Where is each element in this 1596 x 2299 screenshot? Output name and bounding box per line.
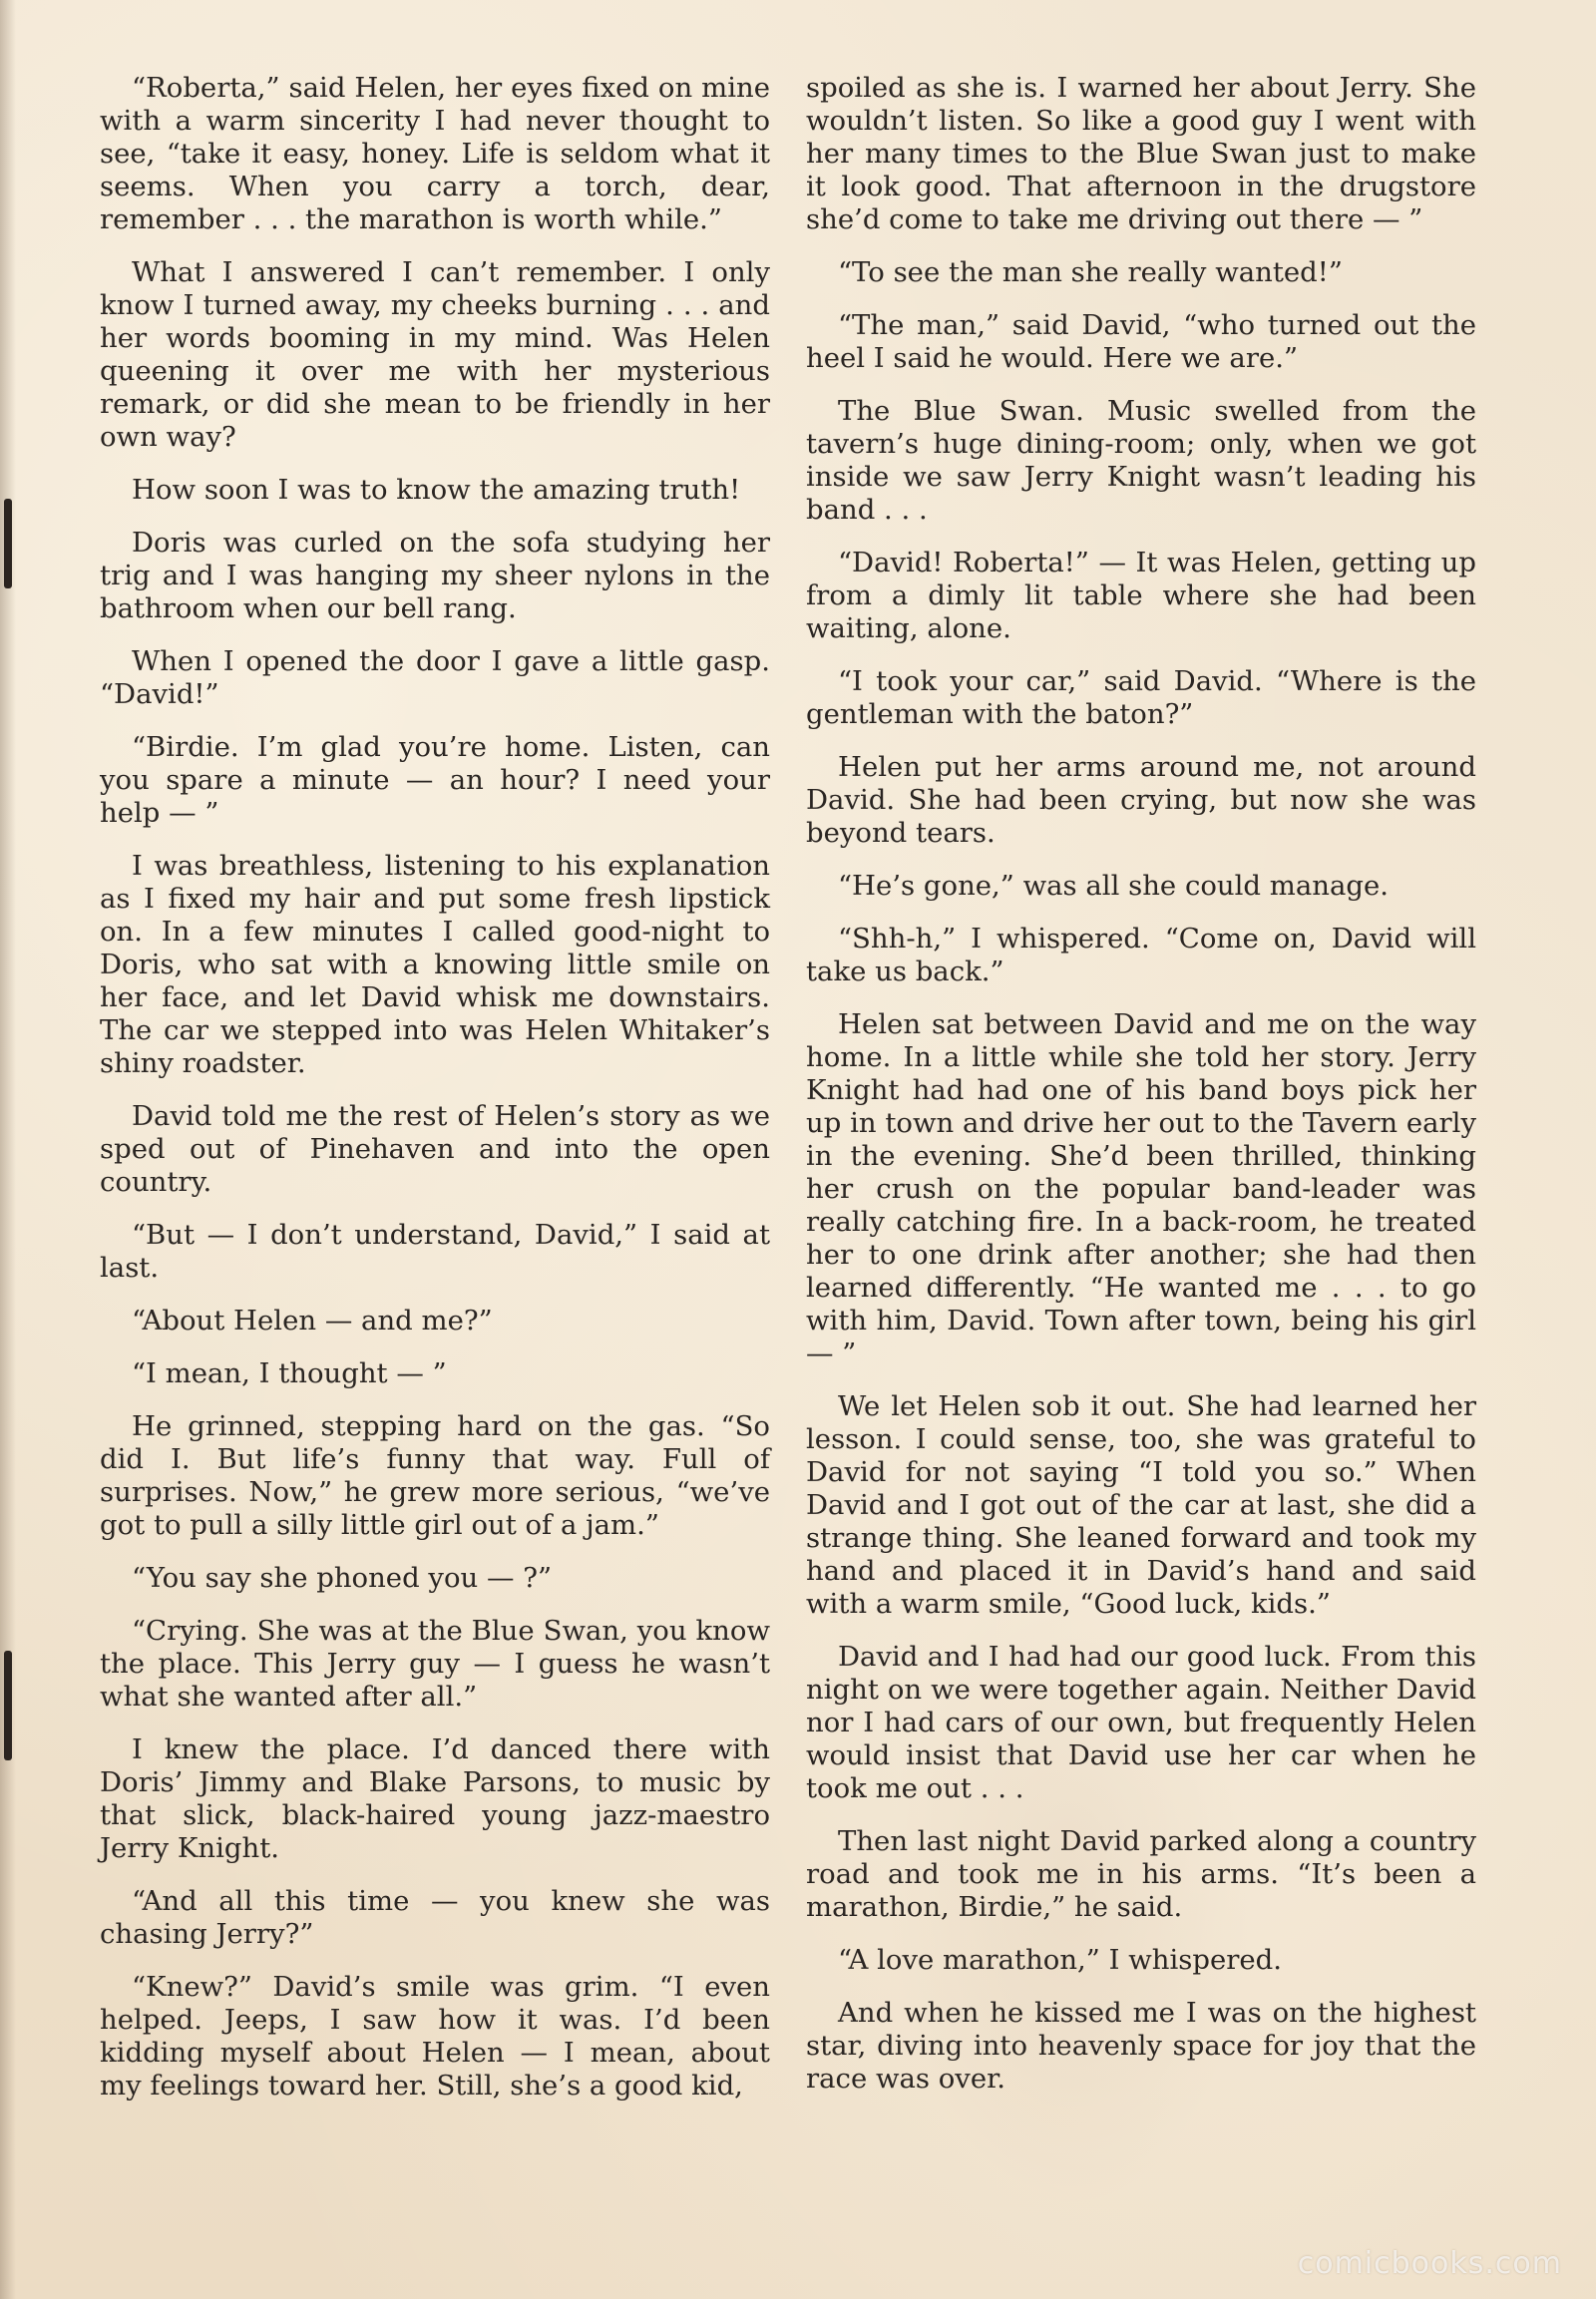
text-column-right [806, 72, 1476, 2096]
paragraph: “He’s gone,” was all she could manage. [838, 870, 1389, 902]
paragraph: “The man,” said David, “who turned out the heel I said he would. Here we are.” [806, 309, 1476, 374]
paragraph: We let Helen sob it out. She had learned her lesson. I could sense, too, she was grateful to David for not saying “I told you so.” When David and I got out of the car at last, she did a strange thing. She leaned forward and took my hand and placed it in David’s hand and said with a warm smile, “Good luck, kids.” [806, 1390, 1476, 1620]
paragraph: “But — I don’t understand, David,” I said at last. [100, 1219, 770, 1284]
paragraph: “David! Roberta!” — It was Helen, getting up from a dimly lit table where she had been waiting, alone. [806, 547, 1476, 644]
paragraph: I was breathless, listening to his explanation as I fixed my hair and put some fresh lipstick on. In a few minutes I called good-night to Doris, who sat with a knowing little smile on her face, and let David whisk me downstairs. The car we stepped into was Helen Whitaker’s shiny roadster. [100, 850, 770, 1079]
paragraph: I knew the place. I’d danced there with Doris’ Jimmy and Blake Parsons, to music by that slick, black-haired young jazz-maestro Jerry Knight. [100, 1733, 770, 1864]
paragraph: Then last night David parked along a country road and took me in his arms. “It’s been a marathon, Birdie,” he said. [806, 1825, 1476, 1923]
paragraph: Helen put her arms around me, not around David. She had been crying, but now she was beyond tears. [806, 751, 1476, 849]
paragraph: He grinned, stepping hard on the gas. “So did I. But life’s funny that way. Full of surprises. Now,” he grew more serious, “we’ve got to pull a silly little girl out of a jam.” [100, 1410, 770, 1541]
paragraph: How soon I was to know the amazing truth! [132, 474, 741, 506]
paragraph: spoiled as she is. I warned her about Jerry. She wouldn’t listen. So like a good guy I went with her many times to the Blue Swan just to make it look good. That afternoon in the drugstore she’d come to take me driving out there — ” [806, 72, 1476, 235]
page-edge-shadow [0, 0, 16, 2299]
paragraph: “Shh-h,” I whispered. “Come on, David will take us back.” [806, 923, 1476, 987]
paragraph: What I answered I can’t remember. I only know I turned away, my cheeks burning . . . and her words booming in my mind. Was Helen queening it over me with her mysterious remark, or did she mean to be friendly in her own way? [100, 256, 770, 453]
paragraph: The Blue Swan. Music swelled from the tavern’s huge dining-room; only, when we got inside we saw Jerry Knight wasn’t leading his band . . . [806, 395, 1476, 526]
paragraph: David told me the rest of Helen’s story as we sped out of Pinehaven and into the open country. [100, 1100, 770, 1198]
paragraph: “Birdie. I’m glad you’re home. Listen, can you spare a minute — an hour? I need your help — ” [100, 731, 770, 829]
paragraph: When I opened the door I gave a little gasp. “David!” [100, 645, 770, 710]
paragraph: “A love marathon,” I whispered. [838, 1944, 1283, 1976]
paragraph: “To see the man she really wanted!” [838, 256, 1343, 288]
paragraph: And when he kissed me I was on the highest star, diving into heavenly space for joy that the race was over. [806, 1997, 1476, 2095]
binding-mark [4, 1651, 12, 1760]
paragraph: “And all this time — you knew she was chasing Jerry?” [100, 1885, 770, 1950]
text-column-left [100, 72, 770, 2103]
paragraph: Doris was curled on the sofa studying her trig and I was hanging my sheer nylons in the bathroom when our bell rang. [100, 527, 770, 624]
binding-mark [4, 499, 12, 588]
paragraph: “Roberta,” said Helen, her eyes fixed on mine with a warm sincerity I had never thought to see, “take it easy, honey. Life is seldom what it seems. When you carry a torch, dear, remember . . . the marathon is worth while.” [100, 72, 770, 235]
paragraph: “Crying. She was at the Blue Swan, you know the place. This Jerry guy — I guess he wasn’t what she wanted after all.” [100, 1615, 770, 1713]
paragraph: “You say she phoned you — ?” [132, 1562, 553, 1594]
paragraph: David and I had had our good luck. From this night on we were together again. Neither David nor I had cars of our own, but frequently Helen would insist that David use her car when he took me out . . . [806, 1641, 1476, 1804]
paragraph: Helen sat between David and me on the way home. In a little while she told her story. Jerry Knight had had one of his band boys pick her up in town and drive her out to the Tavern early in the evening. She’d been thrilled, thinking her crush on the popular band-leader was really catching fire. In a back-room, he treated her to one drink after another; she had then learned differently. “He wanted me . . . to go with him, David. Town after town, being his girl — ” [806, 1008, 1476, 1369]
paragraph: “Knew?” David’s smile was grim. “I even helped. Jeeps, I saw how it was. I’d been kidding myself about Helen — I mean, about my feelings toward her. Still, she’s a good kid, [100, 1971, 770, 2102]
paragraph: “About Helen — and me?” [132, 1305, 493, 1337]
watermark: comicbooks.com [1297, 2246, 1562, 2281]
paragraph: “I mean, I thought — ” [132, 1357, 447, 1389]
paragraph: “I took your car,” said David. “Where is the gentleman with the baton?” [806, 665, 1476, 730]
